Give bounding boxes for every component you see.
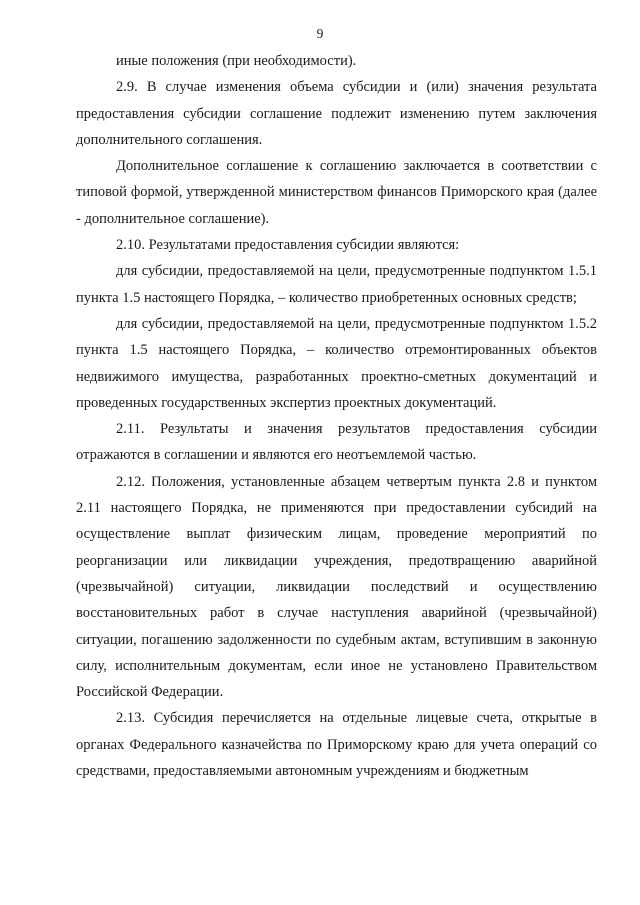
paragraph-2-11: 2.11. Результаты и значения результатов предоставления субсидии отражаются в соглашении и являются его неотъемлемой частью. — [76, 421, 597, 464]
page-number: 9 — [316, 26, 324, 41]
paragraph-subsidy-1-5-2: для субсидии, предоставляемой на цели, предусмотренные подпунктом 1.5.2 пункта 1.5 настоящего Порядка, – количество отремонтированных объектов недвижимого имущества, разработанных проектно-сметных документаций и проведенных государственных экспертиз проектных документаций. — [76, 315, 597, 411]
paragraph-2-13: 2.13. Субсидия перечисляется на отдельные лицевые счета, открытые в органах Федерального казначейства по Приморскому краю для учета операций со средствами, предоставляемыми автономным учреждениям и бюджетным — [76, 710, 597, 780]
paragraph-2-9: 2.9. В случае изменения объема субсидии и (или) значения результата предоставления субсидии соглашение подлежит изменению путем заключения дополнительного соглашения. — [76, 79, 597, 148]
paragraph-2-10: 2.10. Результатами предоставления субсидии являются: — [116, 237, 460, 254]
paragraph-other-provisions: иные положения (при необходимости). — [116, 53, 357, 69]
paragraph-subsidy-1-5-1: для субсидии, предоставляемой на цели, предусмотренные подпунктом 1.5.1 пункта 1.5 настоящего Порядка, – количество приобретенных основных средств; — [76, 263, 597, 306]
document-body — [76, 48, 597, 784]
paragraph-additional-agreement: Дополнительное соглашение к соглашению заключается в соответствии с типовой формой, утвержденной министерством финансов Приморского края (далее - дополнительное соглашение). — [76, 158, 597, 227]
paragraph-2-12: 2.12. Положения, установленные абзацем четвертым пункта 2.8 и пунктом 2.11 настоящего Порядка, не применяются при предоставлении субсидий на осуществление выплат физическим лицам, проведение мероприятий по реорганизации или ликвидации учреждения, предотвращению аварийной (чрезвычайной) ситуации, ликвидации последствий и осуществлению восстановительных работ в случае наступления аварийной (чрезвычайной) ситуации, погашению задолженности по судебным актам, вступившим в законную силу, исполнительным документам, если иное не установлено Правительством Российской Федерации. — [76, 473, 597, 701]
